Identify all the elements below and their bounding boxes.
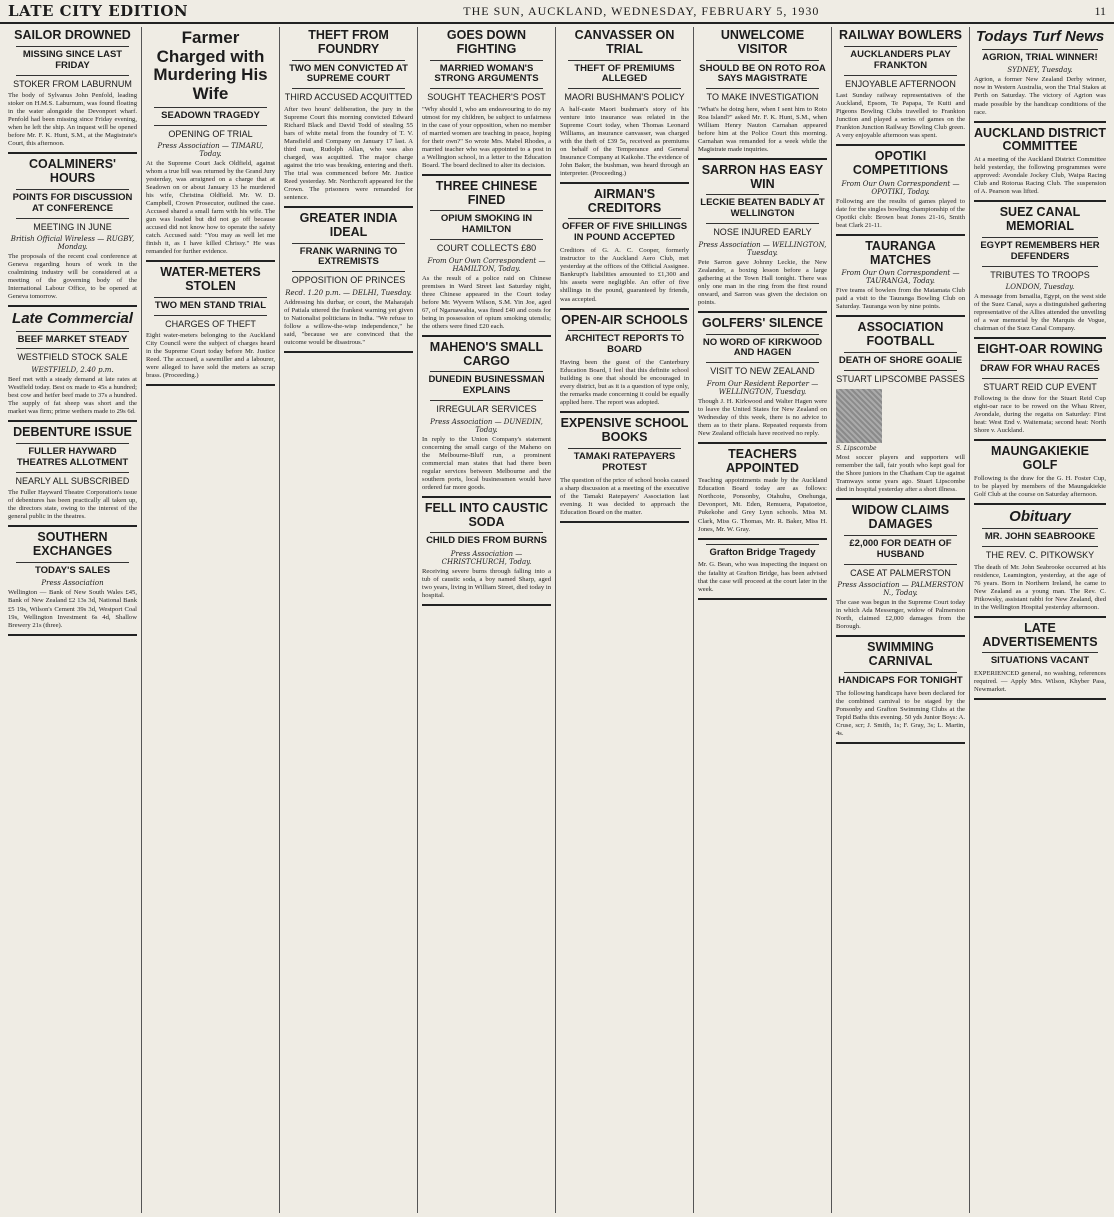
column-3 — [280, 27, 418, 1213]
portrait-photo — [836, 389, 882, 443]
article-body: Receiving severe burns through falling into a tub of caustic soda, a boy named Sharp, aged two years, living in William Street, died today in hospital. — [422, 568, 551, 600]
page-number: 11 — [1094, 3, 1106, 18]
subheadline: Grafton Bridge Tragedy — [709, 546, 816, 558]
dateline-source: LONDON, Tuesday. — [1005, 282, 1075, 291]
article-separator — [974, 439, 1106, 441]
article-body: After two hours' deliberation, the jury in the Supreme Court this morning convicted Edward Richard Black and David Todd of stealing 55 bars of white metal from the foundry of T. V. Mansfield and Company on January 17 last. A third man, Rudolph Allan, who was also charged, was acquitted. The major charge against the trio was breaking, entering and theft. The trial was commenced before Mr. Justice Reed yesterday. Mr. Northcroft appeared for the Crown. The prisoners were remanded for sentence. — [284, 105, 413, 202]
dateline-source: From Our Resident Reporter — WELLINGTON, Tuesday. — [706, 379, 819, 396]
divider — [430, 532, 543, 533]
edition-label: LATE CITY EDITION — [8, 2, 189, 20]
subheadline: STUART REID CUP EVENT — [983, 381, 1097, 392]
headline: WATER-METERS STOLEN — [160, 265, 261, 294]
columns-container — [4, 27, 1110, 1213]
headline: SOUTHERN EXCHANGES — [32, 530, 113, 558]
dateline-source: Press Association — PALMERSTON N., Today. — [837, 580, 964, 597]
divider — [982, 528, 1098, 529]
article — [284, 212, 413, 353]
subheadline: THEFT OF PREMIUMS ALLEGED — [574, 62, 675, 85]
article-body: Mr. G. Bean, who was inspecting the inquest on the fatality at Grafton Bridge, has been advised that the case will proceed at the court later in the week. — [698, 561, 827, 593]
divider — [16, 331, 129, 332]
article-separator — [8, 152, 137, 154]
article — [560, 188, 689, 310]
divider — [982, 49, 1098, 50]
divider — [430, 239, 543, 240]
headline: TEACHERS APPOINTED — [726, 446, 799, 475]
article — [146, 29, 275, 262]
headline: GREATER INDIA IDEAL — [299, 211, 398, 239]
divider — [430, 60, 543, 61]
article-separator — [698, 311, 827, 313]
divider — [430, 371, 543, 372]
article-body: Beef met with a steady demand at late rates at Westfield today. Best ox made to 45s a hundred; best cow and heifer beef made to 37s a hundred. The supply of fat sheep was short and the market was firm; prime wethers made to 29s 6d. — [8, 375, 137, 415]
headline: AUCKLAND DISTRICT COMMITTEE — [974, 125, 1106, 154]
dateline-source: From Our Own Correspondent — HAMILTON, Today. — [427, 256, 546, 273]
subheadline: STUART LIPSCOMBE PASSES — [836, 373, 965, 384]
article — [698, 29, 827, 160]
headline: SWIMMING CARNIVAL — [867, 640, 934, 668]
headline: GOLFERS' SILENCE — [701, 315, 824, 330]
divider — [844, 672, 957, 673]
article — [560, 29, 689, 184]
divider — [706, 194, 819, 195]
subheadline: CHARGES OF THEFT — [165, 318, 256, 329]
article — [560, 314, 689, 414]
article-body: The case was begun in the Supreme Court today in which Ada Messenger, widow of Palmerston North, claimed £2,000 damages from the Borough. — [836, 598, 965, 631]
article-body: Pete Sarron gave Johnny Leckie, the New Zealander, a boxing lesson before a large gathering at the Town Hall tonight. There was only one man in the ring from the first round onward, and Sarron was given the decision on points. — [698, 258, 827, 306]
divider — [292, 271, 405, 272]
divider — [568, 330, 681, 331]
headline: THREE CHINESE FINED — [435, 178, 538, 207]
column-6 — [694, 27, 832, 1213]
headline: GOES DOWN FIGHTING — [446, 28, 527, 56]
subheadline: OPPOSITION OF PRINCES — [291, 275, 406, 286]
subheadline: FRANK WARNING TO EXTREMISTS — [299, 245, 398, 268]
article-body: Wellington — Bank of New South Wales £45, Bank of New Zealand £2 13s 3d, National Bank £5 19s, Wilson's Cement 39s 3d, Westport Coal 19s, Wellington Investment 6s 4d, Shallow Brewery 21s (three). — [8, 589, 137, 629]
subheadline: SEADOWN TRAGEDY — [161, 109, 260, 121]
divider — [706, 223, 819, 224]
divider — [982, 652, 1098, 653]
article-body: The Fuller Hayward Theatre Corporation's issue of debentures has been practically all taken up, the directors state, owing to the interest of the general public in the theatres. — [8, 488, 137, 520]
article-separator — [836, 234, 965, 236]
divider — [982, 360, 1098, 361]
headline: WIDOW CLAIMS DAMAGES — [851, 503, 950, 532]
article-separator — [836, 635, 965, 637]
article — [974, 206, 1106, 339]
dateline-source: Press Association — CHRISTCHURCH, Today. — [441, 550, 532, 567]
article-body: Last Sunday railway representatives of the Auckland, Epsom, Te Papapa, Te Kuiti and Pigeons Bowling Clubs travelled to Frankton Junction and played a series of games on the Frankton Junction Railway Bowling Club green. A very enjoyable afternoon was spent. — [836, 91, 965, 140]
article-separator — [8, 305, 137, 307]
article — [698, 544, 827, 600]
article — [146, 266, 275, 386]
dateline-source: Press Association — TIMARU, Today. — [157, 142, 264, 159]
subheadline: THE REV. C. PITKOWSKY — [985, 550, 1095, 561]
subheadline: HANDICAPS FOR TONIGHT — [838, 674, 963, 686]
article — [974, 509, 1106, 618]
article-body: The proposals of the recent coal conference at Geneva regarding hours of work in the coalmining industry will be considered at a meeting of the governing body of the International Labour Office, to be opened at Geneva tomorrow. — [8, 252, 137, 300]
article-separator — [422, 335, 551, 337]
article-separator — [422, 174, 551, 176]
dateline-source: From Our Own Correspondent — OPOTIKI, Today. — [841, 179, 960, 196]
divider — [292, 243, 405, 244]
article-separator — [284, 206, 413, 208]
article-separator — [560, 308, 689, 310]
subheadline: LECKIE BEATEN BADLY AT WELLINGTON — [700, 197, 825, 220]
article-body: Most soccer players and supporters will remember the tall, fair youth who kept goal for the Shore juniors in the Chatham Cup tie against Tramways some years ago. Stuart Lipscombe died in hospital yesterday after a short illness. — [836, 454, 965, 494]
divider — [16, 46, 129, 47]
headline: COALMINERS' HOURS — [29, 157, 116, 185]
subheadline: MR. JOHN SEABROOKE — [984, 531, 1096, 543]
subheadline: EGYPT REMEMBERS HER DEFENDERS — [980, 239, 1100, 262]
headline: SAILOR DROWNED — [14, 28, 131, 42]
article-separator — [836, 315, 965, 317]
divider — [292, 88, 405, 89]
column-7 — [832, 27, 970, 1213]
headline: LATE ADVERTISEMENTS — [982, 620, 1098, 649]
divider — [16, 189, 129, 190]
article — [974, 29, 1106, 123]
column-1 — [4, 27, 142, 1213]
divider — [154, 125, 267, 126]
headline: UNWELCOME VISITOR — [720, 28, 805, 56]
article-separator — [836, 144, 965, 146]
subheadline: THIRD ACCUSED ACQUITTED — [284, 92, 413, 103]
article-body: Following is the draw for the G. H. Foster Cup, to be played by members of the Maungakiekie Golf Club at the course on Saturday afternoon. — [974, 474, 1106, 498]
article-separator — [422, 496, 551, 498]
subheadline: NO WORD OF KIRKWOOD AND HAGEN — [702, 336, 823, 359]
divider — [292, 60, 405, 61]
subheadline: SHOULD BE ON ROTO ROA SAYS MAGISTRATE — [699, 62, 826, 85]
divider — [982, 266, 1098, 267]
masthead — [0, 0, 1114, 24]
article-body: Having been the guest of the Canterbury Education Board, I feel that this definite school building is one that should be encouraged in every district, but as it is a question of type only, the remarks made concerning it could be equally applied here. The report was adopted. — [560, 359, 689, 407]
divider — [430, 210, 543, 211]
article-separator — [836, 742, 965, 744]
divider — [706, 362, 819, 363]
subheadline: DRAW FOR WHAU RACES — [980, 362, 1100, 374]
article — [422, 341, 551, 498]
subheadline: POINTS FOR DISCUSSION AT CONFERENCE — [12, 191, 133, 214]
dateline-source: WESTFIELD, 2.40 p.m. — [31, 365, 114, 374]
article-body: The death of Mr. John Seabrooke occurred at his residence, Leamington, yesterday, at the age of 76 years. Born in Northern Ireland, he came to New Zealand as a young man. The Rev. C. Pitkowsky, assistant rabbi for New Zealand, died in the Wellington Hospital yesterday afternoon. — [974, 563, 1106, 611]
article — [8, 426, 137, 527]
article-body: A half-caste Maori bushman's story of his venture into insurance was related in the Supreme Court today, when Thomas Leonard Williams, an insurance canvasser, was charged with the theft of £39 5s, received as premiums on behalf of the Temperance and General Insurance Company at Kaikohe. The evidence of John Baker, the bushman, was heard through an interpreter. (Proceeding.) — [560, 105, 689, 177]
article-separator — [698, 442, 827, 444]
divider — [16, 75, 129, 76]
article — [422, 180, 551, 337]
article-separator — [8, 634, 137, 636]
divider — [844, 535, 957, 536]
headline: DEBENTURE ISSUE — [13, 424, 132, 439]
divider — [982, 378, 1098, 379]
dateline-source: SYDNEY, Tuesday. — [1007, 66, 1073, 75]
subheadline: TRIBUTES TO TROOPS — [990, 269, 1090, 280]
subheadline: NOSE INJURED EARLY — [713, 227, 812, 238]
article-body: In reply to the Union Company's statement concerning the small cargo of the Maheno on the Melbourne-Bluff run, a prominent commercial man states that had there been regular services between Melbourne and the southern ports, local businessmen would have ordered far more goods. — [422, 435, 551, 491]
article-separator — [974, 337, 1106, 339]
article-separator — [974, 616, 1106, 618]
article-body: Agrion, a former New Zealand Derby winner, now in Western Australia, won the Trial Stakes at Perth on Saturday. The victory of Agrion was made possible by the handicap conditions of the race. — [974, 76, 1106, 116]
dateline-source: Press Association — DUNEDIN, Today. — [430, 417, 543, 434]
subheadline: ARCHITECT REPORTS TO BOARD — [564, 333, 685, 356]
subheadline: MEETING IN JUNE — [33, 221, 112, 232]
headline: ASSOCIATION FOOTBALL — [857, 320, 944, 349]
subheadline: COURT COLLECTS £80 — [436, 243, 537, 254]
article-separator — [284, 351, 413, 353]
article-separator — [560, 411, 689, 413]
article-body: EXPERIENCED general, no washing, references required. — Apply Mrs. Wilson, Khyber Pass, Newmarket. — [974, 670, 1106, 694]
article — [836, 504, 965, 637]
article — [8, 531, 137, 636]
subheadline: AGRION, TRIAL WINNER! — [982, 51, 1098, 63]
article-body: Five teams of bowlers from the Matamata Club paid a visit to the Tauranga Bowling Club on Saturday. Tauranga won by nine points. — [836, 287, 965, 311]
article-separator — [698, 598, 827, 600]
subheadline: NEARLY ALL SUBSCRIBED — [15, 475, 130, 486]
article — [836, 321, 965, 500]
column-2 — [142, 27, 280, 1213]
article — [284, 29, 413, 208]
article-body: "What's he doing here, when I sent him to Roto Roa Island?" asked Mr. F. K. Hunt, S.M., when William Henry Nauton Carnahan appeared before him at the Police Court this morning. Carnahan was remanded for a week while the Magistrate made inquiries. — [698, 105, 827, 153]
subheadline: IRREGULAR SERVICES — [436, 404, 537, 415]
article-separator — [974, 200, 1106, 202]
article — [8, 158, 137, 307]
subheadline: TWO MEN STAND TRIAL — [154, 299, 267, 311]
subheadline: DUNEDIN BUSINESSMAN EXPLAINS — [428, 374, 545, 397]
article-separator — [698, 538, 827, 540]
article-separator — [8, 420, 137, 422]
divider — [844, 352, 957, 353]
divider — [16, 472, 129, 473]
article — [698, 164, 827, 313]
subheadline: £2,000 FOR DEATH OF HUSBAND — [849, 537, 952, 560]
divider — [844, 75, 957, 76]
divider — [430, 88, 543, 89]
article-body: "Why should I, who am endeavouring to do my utmost for my children, be subject to unfairness in the case of your opposition, when no member of married women are teaching in peace, hoping for their own?" So wrote Mrs. Mabel Rhodes, a married teacher who was appointed to a post in a Wellington school, in a letter to the Education Board. The board declined to alter its decision. — [422, 105, 551, 169]
article-separator — [146, 260, 275, 262]
headline: EXPENSIVE SCHOOL BOOKS — [560, 416, 689, 445]
headline: SUEZ CANAL MEMORIAL — [999, 205, 1081, 233]
subheadline: STOKER FROM LABURNUM — [13, 78, 132, 89]
article-body: A message from Ismailia, Egypt, on the west side of the Suez Canal, says a distinguished gathering representative of the Allies attended the unveiling of a war memorial by the Marquis de Vogue, chairman of the Suez Canal Company. — [974, 292, 1106, 333]
photo-caption: S. Lipscombe — [836, 445, 877, 453]
article-body: Following are the results of games played to date for the singles bowling championship of the Opotiki club: Brown beat Jones 21-16, Smith beat Clark 21-11. — [836, 197, 965, 229]
subheadline: SITUATIONS VACANT — [990, 655, 1090, 667]
divider — [706, 544, 819, 545]
article — [422, 29, 551, 176]
divider — [154, 107, 267, 108]
headline: Late Commercial — [12, 310, 133, 328]
divider — [706, 60, 819, 61]
article — [836, 641, 965, 744]
subheadline: CASE AT PALMERSTON — [850, 567, 951, 578]
article — [8, 29, 137, 154]
divider — [16, 562, 129, 563]
article-separator — [560, 182, 689, 184]
headline: EIGHT-OAR ROWING — [977, 342, 1103, 357]
article — [422, 502, 551, 607]
dateline: THE SUN, AUCKLAND, WEDNESDAY, FEBRUARY 5, 1930 — [463, 3, 820, 18]
article-separator — [560, 521, 689, 523]
subheadline: CHILD DIES FROM BURNS — [426, 535, 547, 547]
article — [698, 448, 827, 540]
article-body: As the result of a police raid on Chinese premises in Ward Street last Saturday night, three Chinese appeared in the Court today before Mr. Wyvern Wilson, S.M. Yin Joe, aged 67, of Ngaruawahia, was fined £40 and costs for being in possession of opium smoking utensils; the others were fined £20 each. — [422, 274, 551, 330]
divider — [568, 88, 681, 89]
article-separator — [836, 498, 965, 500]
subheadline: SOUGHT TEACHER'S POST — [427, 92, 546, 103]
subheadline: WESTFIELD STOCK SALE — [17, 352, 128, 363]
divider — [154, 297, 267, 298]
article-separator — [8, 525, 137, 527]
divider — [706, 334, 819, 335]
subheadline: MAORI BUSHMAN'S POLICY — [564, 92, 685, 103]
headline: SARRON HAS EASY WIN — [701, 162, 824, 191]
headline: FELL INTO CAUSTIC SODA — [424, 500, 549, 529]
article-body: Teaching appointments made by the Auckland Education Board today are as follows: Northcote, Ponsonby, Otahuhu, Onehunga, Devonport, Mt. Eden, Remuera, Papatoetoe, Pukekohe and Grey Lynn schools. Miss M. Clark, Miss G. Thomas, Mr. R. Baker, Miss H. Jones, Mr. W. Gray. — [698, 477, 827, 533]
article — [560, 417, 689, 523]
divider — [568, 60, 681, 61]
article-body: The question of the price of school books caused a sharp discussion at a meeting of the executive of the Tamaki Ratepayers' Association last evening. It was decided to approach the Education Board on the matter. — [560, 476, 689, 516]
headline: MAHENO'S SMALL CARGO — [429, 339, 544, 368]
subheadline: OPIUM SMOKING IN HAMILTON — [440, 213, 533, 236]
article-body: The following handicaps have been declared for the combined carnival to be staged by the Ponsonby and Grafton Swimming Clubs at the Tepid Baths this evening. 50 yds Junior Boys: A. Cruse, scr; J. Smith, 1s; F. Gray, 3s; L. Martin, 4s. — [836, 689, 965, 737]
subheadline: TWO MEN CONVICTED AT SUPREME COURT — [289, 62, 408, 85]
article — [974, 343, 1106, 441]
article-separator — [698, 158, 827, 160]
article — [836, 150, 965, 236]
article-body: Though J. H. Kirkwood and Walter Hagen were to leave the United States for New Zealand on Wednesday of this week, there is no advice to them as to their plans. Repeated requests from New Zealand officials have received no reply. — [698, 397, 827, 437]
column-4 — [418, 27, 556, 1213]
divider — [844, 46, 957, 47]
divider — [16, 348, 129, 349]
subheadline: OFFER OF FIVE SHILLINGS IN POUND ACCEPTED — [561, 221, 688, 244]
article — [698, 317, 827, 444]
article-separator — [422, 604, 551, 606]
article — [974, 445, 1106, 505]
column-5 — [556, 27, 694, 1213]
dateline-source: From Our Own Correspondent — TAURANGA, Today. — [841, 269, 960, 286]
subheadline: TODAY'S SALES — [34, 564, 111, 576]
subheadline: MARRIED WOMAN'S STRONG ARGUMENTS — [434, 62, 539, 85]
dateline-source: Recd. 1.20 p.m. — DELHI, Tuesday. — [285, 288, 412, 297]
divider — [844, 564, 957, 565]
divider — [16, 218, 129, 219]
subheadline: OPENING OF TRIAL — [168, 128, 253, 139]
article-body: Eight water-meters belonging to the Auckland City Council were the subject of charges heard in the Supreme Court today before Mr. Justice Reed. The accused, a sawmiller and a labourer, were alleged to have sold the meters as scrap brass. (Proceeding.) — [146, 332, 275, 380]
divider — [430, 400, 543, 401]
article-body: The body of Sylvanus John Penfold, leading stoker on H.M.S. Laburnum, was found floating in the water alongside the Devonport wharf. Penfold had been missing since Friday evening, when he left the ship. An inquest will be opened before Mr. F. K. Hunt, S.M., at the Magistrate's Court, this afternoon. — [8, 91, 137, 148]
article-body: Creditors of G. A. C. Cooper, formerly instructor to the Auckland Aero Club, met yesterday at the offices of the Official Assignee. Bankrupt's liabilities amounted to £1,300 and his assets were negligible. An offer of five shillings in the pound, guaranteed by friends, was accepted. — [560, 247, 689, 303]
dateline-source: Press Association — WELLINGTON, Tuesday. — [698, 240, 827, 257]
subheadline: BEEF MARKET STEADY — [17, 333, 128, 345]
dateline-source: Press Association — [41, 579, 104, 588]
divider — [982, 237, 1098, 238]
article-separator — [974, 121, 1106, 123]
subheadline: ENJOYABLE AFTERNOON — [845, 78, 956, 89]
headline: OPEN-AIR SCHOOLS — [561, 312, 688, 327]
headline: AIRMAN'S CREDITORS — [587, 186, 662, 215]
divider — [982, 546, 1098, 547]
divider — [844, 370, 957, 371]
subheadline: MISSING SINCE LAST FRIDAY — [22, 48, 123, 71]
article-body: At the Supreme Court Jack Oldfield, against whom a true bill was returned by the Grand Jury yesterday, was arraigned on a charge that at Seadown on or about January 13 he murdered his wife, Christina Oldfield. Mr. W. D. Campbell, Crown Prosecutor, outlined the case. Accused shared a small farm with his wife. The gun was loaded but did not go off because accused did not know how to operate the safety catch. Accused said: "You may as well let me finish it, as I have killed Chrissy." He was remanded for further evidence. — [146, 160, 275, 256]
headline: MAUNGAKIEKIE GOLF — [991, 444, 1089, 472]
headline: THEFT FROM FOUNDRY — [308, 28, 389, 56]
dateline-source: British Official Wireless — RUGBY, Monday. — [10, 234, 135, 251]
article — [974, 622, 1106, 701]
article — [836, 29, 965, 146]
article-separator — [146, 384, 275, 386]
article — [8, 311, 137, 422]
headline: Todays Turf News — [975, 28, 1105, 45]
divider — [568, 218, 681, 219]
headline: Farmer Charged with Murdering His Wife — [153, 28, 268, 104]
subheadline: FULLER HAYWARD THEATRES ALLOTMENT — [16, 445, 129, 468]
article-body: Addressing his durbar, or court, the Maharajah of Patiala uttered the frankest warning yet given to Nationalist politicians in India. "We refuse to follow a willow-the-wisp independence," he said, "because we are convinced that the outcome would be disastrous." — [284, 298, 413, 346]
article — [974, 127, 1106, 203]
column-8 — [970, 27, 1110, 1213]
subheadline: VISIT TO NEW ZEALAND — [710, 366, 815, 377]
article-separator — [974, 698, 1106, 700]
divider — [154, 315, 267, 316]
headline: Obituary — [1009, 507, 1071, 525]
headline: RAILWAY BOWLERS — [839, 28, 962, 42]
divider — [568, 448, 681, 449]
article — [836, 240, 965, 318]
headline: OPOTIKI COMPETITIONS — [852, 149, 949, 177]
divider — [706, 88, 819, 89]
article-body: Following is the draw for the Stuart Reid Cup eight-oar race to be rowed on the Whau River, Avondale, during the regatta on Saturday: First heat: West End v. Waitemata; second heat: North Shore v. Auckland. — [974, 395, 1106, 435]
subheadline: TO MAKE INVESTIGATION — [706, 92, 819, 103]
article-body: At a meeting of the Auckland District Committee held yesterday, the following programmes were approved: Avondale Jockey Club, Waipa Racing Club and Rotorua Racing Club. The suspension of A. Pearson was lifted. — [974, 156, 1106, 196]
subheadline: TAMAKI RATEPAYERS PROTEST — [573, 450, 676, 473]
subheadline: DEATH OF SHORE GOALIE — [838, 354, 963, 366]
article-separator — [974, 503, 1106, 505]
subheadline: AUCKLANDERS PLAY FRANKTON — [850, 48, 951, 71]
headline: TAURANGA MATCHES — [865, 238, 936, 267]
divider — [16, 443, 129, 444]
headline: CANVASSER ON TRIAL — [574, 28, 675, 56]
